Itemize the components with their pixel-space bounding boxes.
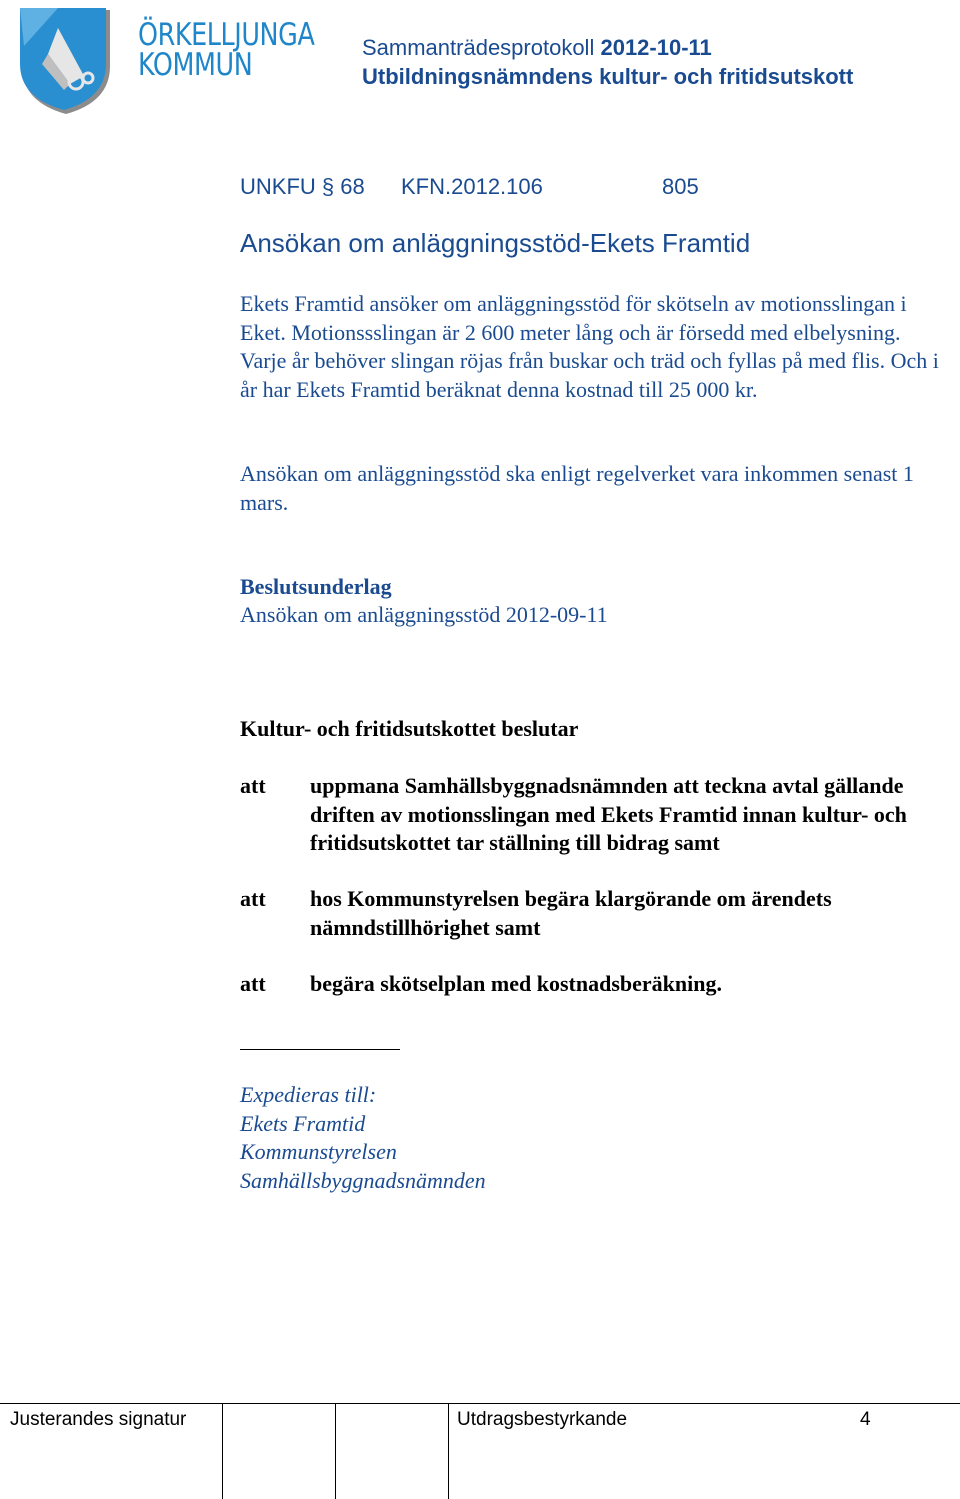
diary-number: KFN.2012.106 [401, 174, 543, 199]
decision-text: begära skötselplan med kostnadsberäkning. [310, 971, 722, 996]
decision-text: hos Kommunstyrelsen begära klargörande om ärendets nämndstillhörighet samt [310, 886, 832, 940]
decision-heading: Kultur- och fritidsutskottet beslutar [240, 716, 579, 741]
page-title: Ansökan om anläggningsstöd-Ekets Framtid [240, 228, 751, 258]
signature-footer [0, 1403, 960, 1499]
decision-marker: att [240, 971, 266, 996]
distribution-recipient: Samhällsbyggnadsnämnden [240, 1167, 486, 1193]
body-paragraph: Ansökan om anläggningsstöd ska enligt regelverket vara inkommen senast 1 mars. [240, 461, 914, 515]
decision-marker: att [240, 773, 266, 798]
footer-divider [222, 1404, 223, 1499]
divider [240, 1049, 400, 1050]
municipality-logo [18, 6, 315, 118]
footer-divider [448, 1404, 449, 1499]
protocol-header [362, 35, 712, 61]
page-number: 4 [860, 1409, 871, 1430]
archive-code: 805 [662, 174, 699, 199]
body-paragraph: Ekets Framtid ansöker om anläggningsstöd för skötseln av motionsslingan i Eket. Motionssslingan är 2 600 meter lång och är försedd med elbelysning. Varje år behöver slingan röjas från buskar och träd och fyllas på med flis. Och i år har Ekets Framtid beräknat denna kostnad till 25 000 kr. [240, 291, 939, 402]
signature-label: Justerandes signatur [10, 1409, 187, 1430]
shield-logo-icon [18, 6, 118, 118]
distribution-list [240, 1081, 486, 1195]
basis-document: Ansökan om anläggningsstöd 2012-09-11 [240, 602, 608, 627]
logo-text-line1: ÖRKELLJUNGA [138, 17, 315, 53]
footer-divider [335, 1404, 336, 1499]
committee-name: Utbildningsnämndens kultur- och fritidsutskott [362, 64, 854, 89]
logo-text-line2: KOMMUN [138, 47, 253, 83]
certification-label: Utdragsbestyrkande [457, 1409, 628, 1430]
distribution-recipient: Ekets Framtid [240, 1110, 366, 1136]
distribution-label: Expedieras till: [240, 1082, 377, 1107]
protocol-label: Sammanträdesprotokoll [362, 35, 595, 60]
basis-heading: Beslutsunderlag [240, 574, 392, 599]
protocol-date: 2012-10-11 [600, 35, 712, 60]
case-code: UNKFU § 68 [240, 174, 365, 199]
decision-marker: att [240, 886, 266, 911]
distribution-recipient: Kommunstyrelsen [240, 1139, 397, 1164]
decision-text: uppmana Samhällsbyggnadsnämnden att teckna avtal gällande driften av motionsslingan med Ekets Framtid innan kultur- och fritidsutskottet tar ställning till bidrag samt [310, 773, 907, 855]
